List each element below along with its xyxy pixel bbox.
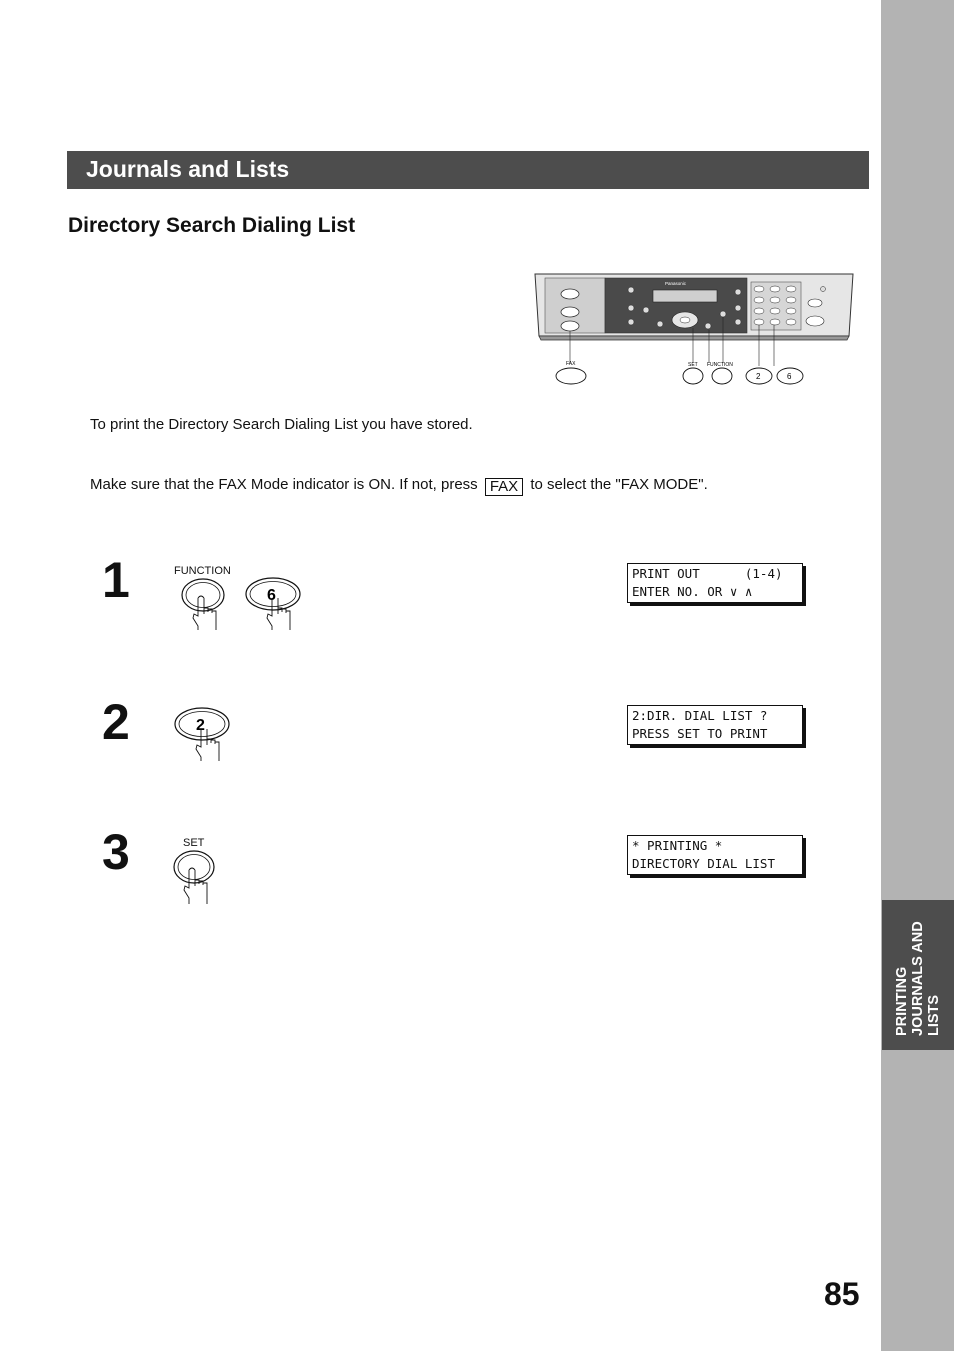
step-3-number: 3 xyxy=(102,824,130,880)
fax-mode-note-after: to select the "FAX MODE". xyxy=(530,476,708,493)
key-2-label: 2 xyxy=(196,717,205,734)
panel-fax-label: FAX xyxy=(566,361,576,367)
page-subtitle: Directory Search Dialing List xyxy=(68,214,356,237)
step-1-button-label: FUNCTION xyxy=(174,565,231,577)
section-title: Journals and Lists xyxy=(86,156,290,182)
fax-mode-note-before: Make sure that the FAX Mode indicator is ON. If not, press xyxy=(90,476,478,493)
step-1-number: 1 xyxy=(102,552,130,608)
panel-brand: Panasonic xyxy=(665,281,687,286)
step-2-lcd-line-1: 2:DIR. DIAL LIST ? xyxy=(632,708,768,723)
step-3-lcd-display xyxy=(627,835,803,875)
step-3-lcd-line-1: * PRINTING * xyxy=(632,838,723,853)
key-2-button xyxy=(172,705,232,765)
page-number: 85 xyxy=(824,1276,860,1312)
side-tab-line-3: LISTS xyxy=(926,994,942,1036)
step-2-number: 2 xyxy=(102,694,130,750)
panel-function-label: FUNCTION xyxy=(707,362,733,368)
step-1-lcd-line-2: ENTER NO. OR ∨ ∧ xyxy=(632,584,753,599)
side-tab-line-2: JOURNALS AND xyxy=(910,921,926,1036)
step-1-lcd-display xyxy=(627,563,803,603)
side-strip xyxy=(881,0,954,1351)
step-2-lcd-line-2: PRESS SET TO PRINT xyxy=(632,726,768,741)
step-2-lcd-display xyxy=(627,705,803,745)
key-6-button xyxy=(244,576,304,636)
fax-key: FAX xyxy=(485,478,523,496)
control-panel-drawing xyxy=(533,270,855,388)
side-tab[interactable] xyxy=(882,900,954,1050)
section-header-bar xyxy=(67,151,869,189)
panel-set-label: SET xyxy=(688,362,698,368)
side-tab-text xyxy=(882,900,954,1050)
step-3-button-label: SET xyxy=(183,837,205,849)
step-3-lcd-line-2: DIRECTORY DIAL LIST xyxy=(632,856,775,871)
key-6-label: 6 xyxy=(267,587,276,604)
function-button xyxy=(180,578,230,634)
side-tab-line-1: PRINTING xyxy=(894,966,910,1036)
panel-key-6-label: 6 xyxy=(787,372,792,381)
intro-text: To print the Directory Search Dialing List you have stored. xyxy=(90,416,473,433)
control-panel-illustration xyxy=(533,270,855,388)
fax-mode-note xyxy=(90,476,708,494)
panel-key-2-label: 2 xyxy=(756,372,761,381)
set-button xyxy=(172,850,218,908)
step-1-lcd-line-1: PRINT OUT (1-4) xyxy=(632,566,783,581)
